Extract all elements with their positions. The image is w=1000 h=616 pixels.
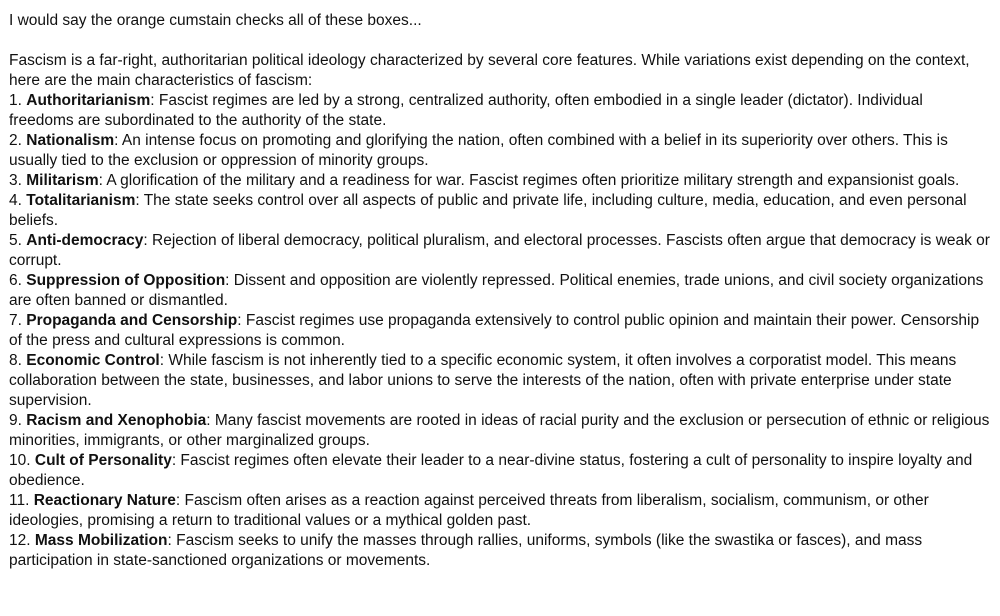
list-item-text: : Rejection of liberal democracy, political pluralism, and electoral processes. Fascists often argue that democracy is weak or corrupt. — [9, 232, 990, 269]
list-item-number: 10. — [9, 452, 31, 469]
list-item — [9, 271, 991, 311]
list-item-term: Nationalism — [26, 132, 115, 149]
opening-line: I would say the orange cumstain checks all of these boxes... — [9, 12, 422, 29]
list-item-term: Mass Mobilization — [34, 532, 168, 549]
list-item-number: 11. — [9, 492, 30, 509]
list-item — [9, 231, 991, 271]
list-item-text: : The state seeks control over all aspects of public and private life, including culture, media, education, and even personal beliefs. — [9, 192, 967, 229]
list-item — [9, 91, 991, 131]
list-item — [9, 411, 991, 451]
list-item-text: : An intense focus on promoting and glorifying the nation, often combined with a belief in its superiority over others. This is usually tied to the exclusion or oppression of minority groups. — [9, 132, 948, 169]
list-item — [9, 451, 991, 491]
list-item-term: Totalitarianism — [26, 192, 136, 209]
list-item — [9, 171, 991, 191]
list-item-term: Authoritarianism — [26, 92, 151, 109]
list-item-number: 9. — [9, 412, 22, 429]
list-item-number: 4. — [9, 192, 22, 209]
characteristics-list — [9, 91, 991, 571]
list-item-text: : While fascism is not inherently tied to a specific economic system, it often involves a corporatist model. This means collaboration between the state, businesses, and labor unions to serve the interests of the nation, often with private enterprise under state supervision. — [9, 352, 957, 409]
list-item-text: : Fascist regimes often elevate their leader to a near-divine status, fostering a cult of personality to inspire loyalty and obedience. — [9, 452, 973, 489]
list-item-term: Militarism — [26, 172, 99, 189]
list-item — [9, 531, 991, 571]
list-item — [9, 191, 991, 231]
list-item-text: : Fascist regimes use propaganda extensively to control public opinion and maintain their power. Censorship of the press and cultural expressions is common. — [9, 312, 980, 349]
list-item-term: Economic Control — [26, 352, 160, 369]
list-item-term: Cult of Personality — [34, 452, 172, 469]
list-item-number: 6. — [9, 272, 22, 289]
list-item-term: Anti-democracy — [26, 232, 144, 249]
list-item-text: : Many fascist movements are rooted in ideas of racial purity and the exclusion or persecution of ethnic or religious minorities, immigrants, or other marginalized groups. — [9, 412, 990, 449]
list-item — [9, 131, 991, 171]
list-item — [9, 351, 991, 411]
list-item — [9, 491, 991, 531]
list-item-number: 12. — [9, 532, 31, 549]
list-item-number: 2. — [9, 132, 22, 149]
list-item-number: 3. — [9, 172, 22, 189]
list-item-text: : Fascism seeks to unify the masses through rallies, uniforms, symbols (like the swastika or fasces), and mass participation in state-sanctioned organizations or movements. — [9, 532, 923, 569]
list-item-text: : Dissent and opposition are violently repressed. Political enemies, trade unions, and civil society organizations are often banned or dismantled. — [9, 272, 984, 309]
list-item-text: : Fascism often arises as a reaction against perceived threats from liberalism, socialism, communism, or other ideologies, promising a return to traditional values or a mythical golden past. — [9, 492, 929, 529]
list-item — [9, 311, 991, 351]
list-item-term: Reactionary Nature — [33, 492, 176, 509]
list-item-text: : Fascist regimes are led by a strong, centralized authority, often embodied in a single leader (dictator). Individual freedoms are subordinated to the authority of the state. — [9, 92, 923, 129]
list-item-term: Racism and Xenophobia — [26, 412, 207, 429]
intro-paragraph: Fascism is a far-right, authoritarian political ideology characterized by several core features. While variations exist depending on the context, here are the main characteristics of fascism: — [9, 52, 970, 89]
list-item-term: Suppression of Opposition — [26, 272, 226, 289]
list-item-number: 8. — [9, 352, 22, 369]
list-item-text: : A glorification of the military and a readiness for war. Fascist regimes often prioritize military strength and expansionist goals. — [98, 172, 960, 189]
list-item-number: 7. — [9, 312, 22, 329]
list-item-number: 1. — [9, 92, 22, 109]
list-item-term: Propaganda and Censorship — [26, 312, 238, 329]
list-item-number: 5. — [9, 232, 22, 249]
